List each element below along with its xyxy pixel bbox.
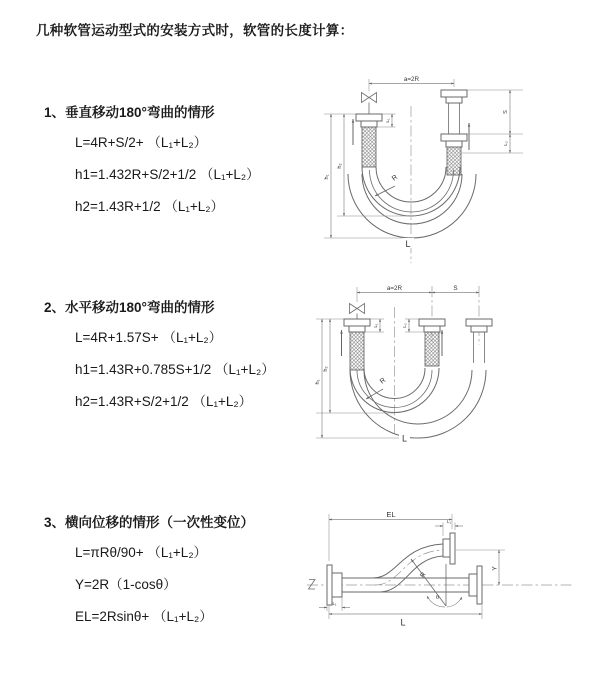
dim-label-l1: L₁ [446,519,452,524]
section-horizontal-movement [44,298,312,411]
angle-label: θ [436,595,440,601]
right-flange [441,90,467,175]
section-heading [44,513,312,532]
dim-label-s: S [453,285,458,293]
formula-length: L=4R+S/2+ （L₁+L₂） [75,135,208,150]
dim-label-h2: h₂ [323,366,329,372]
radius-label: R [419,571,428,580]
section-number: 3、 [44,515,66,530]
braid-section [425,332,439,366]
formula-h1: h1=1.432R+S/2+1/2 （L₁+L₂） [75,167,260,182]
section-heading-text: 水平移动180°弯曲的情形 [65,300,215,315]
dimension-a2r [369,76,454,91]
left-flange [344,319,370,370]
centerline-symbol-icon [309,580,316,590]
dim-label-h1: h₁ [324,174,330,180]
dim-label-l2: L₂ [403,323,408,328]
section-lateral-displacement [44,513,312,626]
valve-icon [350,304,365,320]
hose-arcs [350,368,486,438]
dim-label-l1: L₁ [374,323,379,328]
section-number: 1、 [44,105,66,120]
radius-label: R [378,376,388,386]
valve-icon [362,93,377,115]
length-label: L [401,433,408,444]
section-vertical-movement [44,103,312,216]
hose-curve [342,533,455,592]
dim-label-s: S [503,110,509,114]
dim-label-a2r: a=2R [403,76,420,83]
left-flange [356,114,382,167]
hose-arcs [348,167,476,238]
formula-h1: h1=1.43R+0.785S+1/2 （L₁+L₂） [75,362,275,377]
dimension-l1-bottom [319,597,350,611]
dim-label-a2r: a=2R [386,285,403,293]
formula-h2: h2=1.43R+S/2+1/2 （L₁+L₂） [75,394,253,409]
radius-leader [366,377,387,399]
dim-label-l1: L₁ [332,601,337,606]
dimension-s [432,285,479,292]
formula-length: L=πRθ/90+ （L₁+L₂） [75,545,208,560]
dimension-l1-top [435,519,463,536]
diagram-horizontal-bend [309,283,591,464]
dimension-el [329,510,452,561]
braid-section [447,147,461,175]
page-title: 几种软管运动型式的安装方式时，软管的长度计算： [36,23,354,38]
braid-section [350,332,364,370]
section-heading-text: 垂直移动180°弯曲的情形 [65,105,215,120]
dim-label-l1: L₁ [386,118,391,123]
dim-label-el: EL [386,510,396,519]
length-label: L [405,239,411,249]
middle-flange [419,319,445,366]
formula-y: Y=2R（1-cosθ） [75,577,177,592]
dim-label-h2: h₂ [337,163,343,169]
radius-label: R [390,173,400,183]
radius-construction [411,559,462,607]
dimension-s [462,90,524,153]
formula-el: EL=2Rsinθ+ （L₁+L₂） [75,609,213,624]
formula-length: L=4R+1.57S+ （L₁+L₂） [75,330,223,345]
left-flange [327,565,342,605]
section-number: 2、 [44,300,66,315]
dim-label-l2: L₂ [504,141,509,146]
length-label: L [400,617,406,628]
braid-section [362,127,376,167]
formula-h2: h2=1.43R+1/2 （L₁+L₂） [75,199,225,214]
dimension-l [329,605,482,628]
diagram-lateral-displacement [299,506,591,657]
dim-label-y: Y [491,566,499,571]
dim-label-h1: h₁ [315,379,321,385]
section-heading [44,298,312,317]
section-heading-text: 横向位移的情形（一次性变位） [65,515,255,530]
section-heading [44,103,312,122]
dimension-a2r [357,285,432,292]
diagram-vertical-bend [311,70,583,271]
